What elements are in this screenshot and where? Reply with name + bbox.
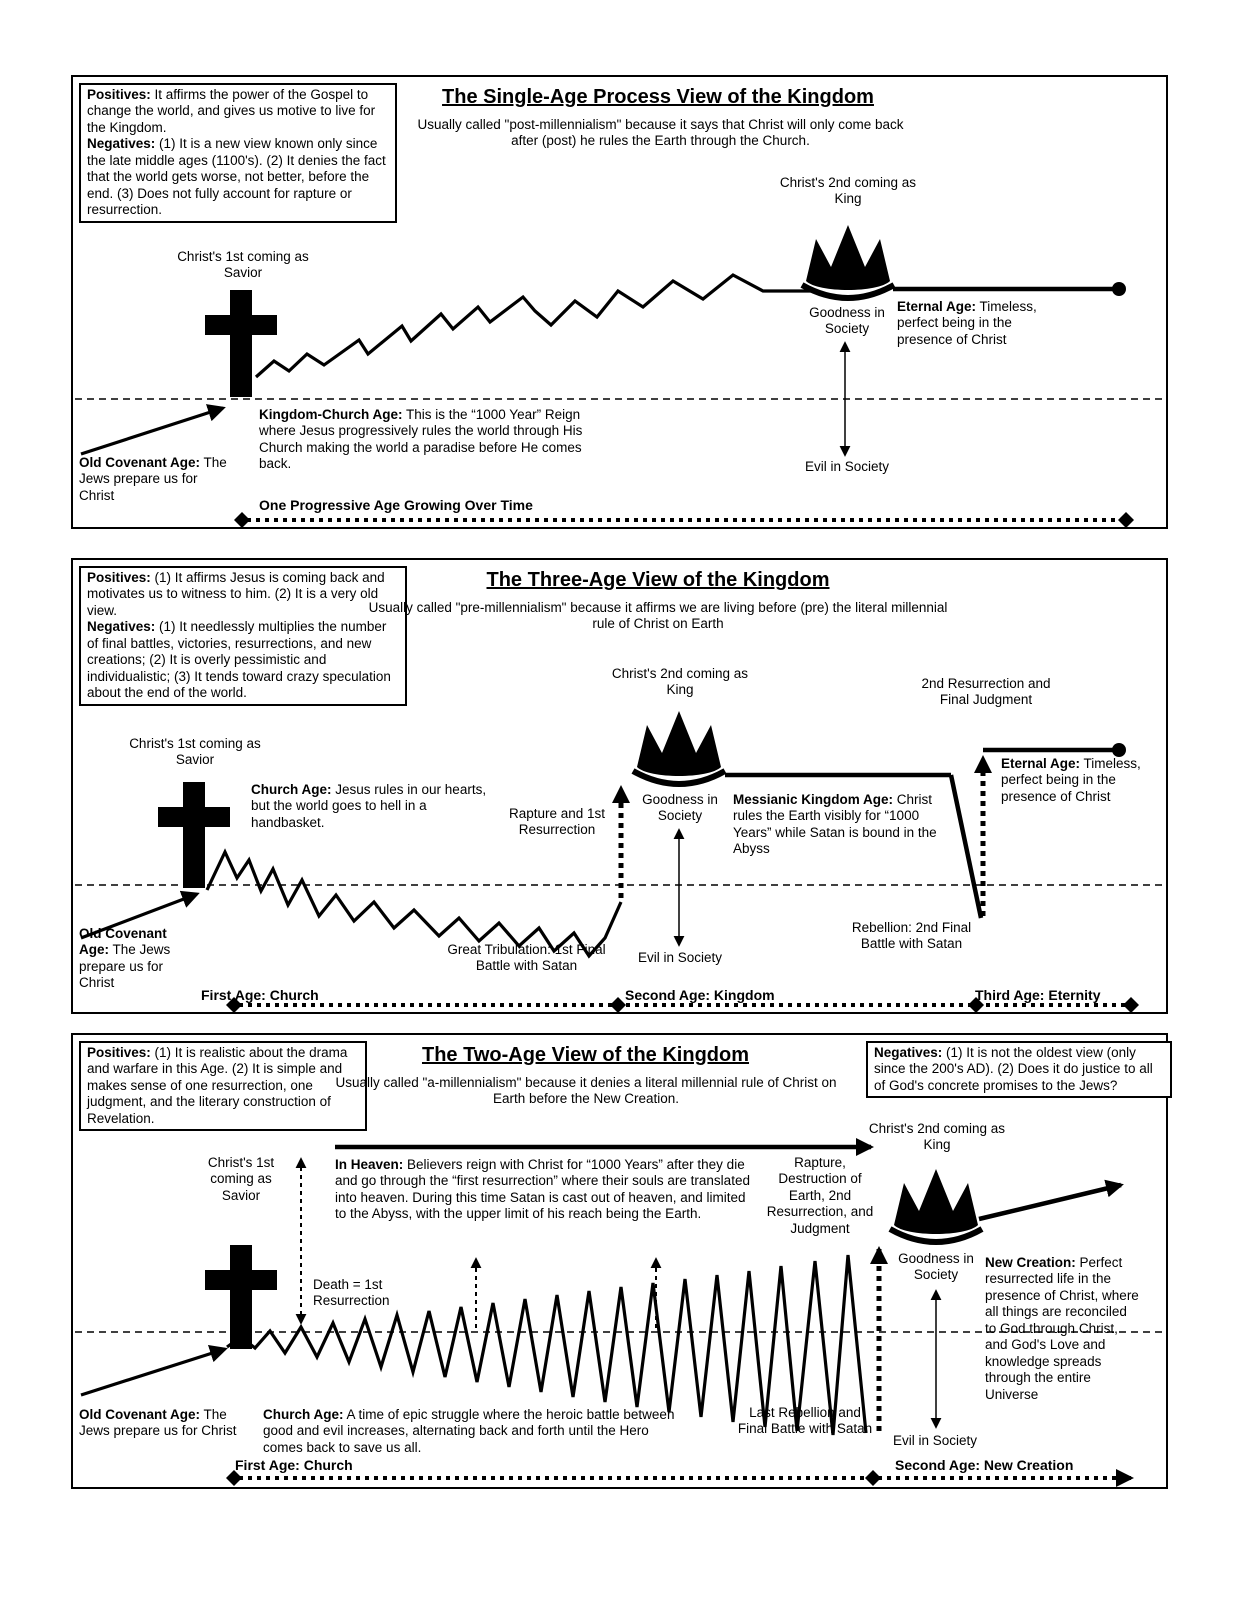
- eternal-age-text: [1001, 756, 1155, 805]
- old-covenant-age-desc: The Jews prepare us for Christ: [79, 1407, 237, 1439]
- old-covenant-arrow: [81, 1349, 225, 1395]
- panel-title: The Single-Age Process View of the Kingdom: [442, 86, 874, 108]
- negatives-box: [866, 1041, 1172, 1098]
- second-resurrection-label: 2nd Resurrection and Final Judgment: [921, 676, 1051, 708]
- positives-label: Positives:: [87, 87, 151, 102]
- negatives-label: Negatives:: [87, 136, 156, 152]
- messianic-kingdom-text: [733, 792, 961, 858]
- church-age-text: [251, 782, 499, 831]
- new-creation-desc: Perfect resurrected life in the presence of Christ, where all things are reconciled to God through Christ, and God's Love and knowledge spreads through the entire Universe: [985, 1255, 1139, 1402]
- death-resurrection-label: Death = 1st Resurrection: [313, 1277, 390, 1309]
- great-tribulation-label: Great Tribulation: 1st Final Battle with Satan: [447, 942, 606, 974]
- panel-subtitle: Usually called "pre-millennialism" because it affirms we are living before (pre) the literal millennial rule of Christ on Earth: [368, 600, 948, 632]
- goodness-label: Goodness in Society: [898, 1251, 974, 1283]
- first-age-label: First Age: Church: [235, 1457, 353, 1473]
- second-age-label: Second Age: New Creation: [895, 1457, 1074, 1473]
- evil-label: Evil in Society: [804, 459, 890, 474]
- kingdom-church-age-text: [259, 407, 607, 473]
- negatives-text: (1) It is a new view known only since the late middle ages (1100's). (2) It denies the fact that the world gets worse, not better, before the end. (3) Does not fully account for rapture or resurrection.: [87, 136, 386, 218]
- eternal-age-desc: Timeless, perfect being in the presence of Christ: [897, 299, 1037, 347]
- cross-icon: [158, 782, 230, 888]
- panel-title: The Three-Age View of the Kingdom: [486, 569, 830, 591]
- church-age-label: Church Age:: [263, 1407, 344, 1422]
- eternal-age-label: Eternal Age:: [897, 299, 977, 314]
- timeline-label: One Progressive Age Growing Over Time: [259, 497, 533, 513]
- timeline-diamond-right: [1118, 512, 1134, 527]
- negatives-text: (1) It is not the oldest view (only since the 200's AD). (2) Does it do justice to all of God's concrete promises to the Jews?: [874, 1045, 1153, 1093]
- crown-icon: [633, 711, 725, 784]
- old-covenant-age-desc: The Jews prepare us for Christ: [79, 942, 171, 991]
- christs-2nd-coming-label: Christ's 2nd coming as King: [611, 666, 749, 698]
- panel-subtitle: Usually called "a-millennialism" because it denies a literal millennial rule of Christ on Earth before the New Creation.: [335, 1075, 837, 1107]
- eternal-age-desc: Timeless, perfect being in the presence of Christ: [1001, 756, 1141, 804]
- evil-label: Evil in Society: [892, 1433, 978, 1448]
- timeline-diamond-right: [1123, 997, 1139, 1012]
- eternal-age-text: [897, 299, 1037, 348]
- negatives: [874, 1045, 1164, 1094]
- old-covenant-age-label: Old Covenant Age:: [79, 455, 201, 470]
- old-covenant-age-text: [79, 455, 231, 504]
- messianic-kingdom-label: Messianic Kingdom Age:: [733, 792, 894, 807]
- christs-1st-coming-label: Christ's 1st coming as Savior: [207, 1155, 275, 1203]
- old-covenant-age-text: [79, 1407, 239, 1440]
- kingdom-church-age-label: Kingdom-Church Age:: [259, 407, 403, 422]
- decline-zigzag-line: [207, 852, 621, 956]
- kingdom-church-age-desc: This is the “1000 Year” Reign where Jesus progressively rules the world through His Church making the world a paradise before He comes back.: [259, 407, 583, 472]
- christs-1st-coming-label: Christ's 1st coming as Savior: [177, 249, 309, 281]
- two-age-panel: [71, 1033, 1168, 1489]
- old-covenant-age-label: Old Covenant Age:: [79, 926, 167, 958]
- three-age-panel: [71, 558, 1168, 1014]
- negatives: [87, 136, 389, 218]
- timeline-diamond-mid1: [610, 997, 626, 1012]
- single-age-panel: [71, 75, 1168, 529]
- new-creation-label: New Creation:: [985, 1255, 1076, 1270]
- goodness-label: Goodness in Society: [642, 792, 718, 824]
- messianic-kingdom-desc: Christ rules the Earth visibly for “1000 Years” while Satan is bound in the Abyss: [733, 792, 937, 857]
- church-age-desc: Jesus rules in our hearts, but the world goes to hell in a handbasket.: [251, 782, 487, 830]
- negatives-label: Negatives:: [874, 1045, 943, 1060]
- positives-label: Positives:: [87, 1045, 151, 1060]
- church-age-desc: A time of epic struggle where the heroic battle between good and evil increases, alternating back and forth until the Hero comes back to save us all.: [263, 1407, 675, 1455]
- christs-2nd-coming-label: Christ's 2nd coming as King: [779, 175, 917, 207]
- rapture-label: Rapture and 1st Resurrection: [508, 806, 606, 838]
- christs-2nd-coming-label: Christ's 2nd coming as King: [868, 1121, 1006, 1153]
- eternal-age-label: Eternal Age:: [1001, 756, 1081, 771]
- in-heaven-desc: Believers reign with Christ for “1000 Years” after they die and go through the “first resurrection” where their souls are translated into heaven. During this time Satan is cast out of heaven, and limited to the Abyss, with the upper limit of his reach being the Earth.: [335, 1157, 750, 1222]
- eternity-endpoint: [1112, 282, 1126, 296]
- old-covenant-age-label: Old Covenant Age:: [79, 1407, 201, 1422]
- rebellion-label: Rebellion: 2nd Final Battle with Satan: [851, 920, 972, 952]
- in-heaven-text: [335, 1157, 760, 1223]
- christs-1st-coming-label: Christ's 1st coming as Savior: [129, 736, 261, 768]
- cross-icon: [205, 290, 277, 397]
- panel-title: The Two-Age View of the Kingdom: [421, 1044, 750, 1066]
- positives-text: It affirms the power of the Gospel to change the world, and gives us motive to live for the Kingdom.: [87, 87, 376, 135]
- crown-icon: [802, 225, 894, 298]
- new-creation-arrow: [979, 1185, 1121, 1219]
- timeline-diamond-left: [234, 512, 250, 527]
- evil-label: Evil in Society: [637, 950, 723, 965]
- old-covenant-age-text: [79, 926, 199, 992]
- new-creation-text: [985, 1255, 1139, 1403]
- positives-text: (1) It is realistic about the drama and warfare in this Age. (2) It is simple and makes sense of one resurrection, one judgment, and the literary construction of Revelation.: [87, 1045, 348, 1126]
- negatives-label: Negatives:: [87, 619, 156, 635]
- last-rebellion-label: Last Rebellion and Final Battle with Satan: [737, 1405, 873, 1437]
- old-covenant-arrow: [81, 408, 223, 454]
- second-age-label: Second Age: Kingdom: [625, 987, 775, 1003]
- negatives: [87, 619, 399, 701]
- third-age-label: Third Age: Eternity: [975, 987, 1101, 1003]
- positives-label: Positives:: [87, 570, 151, 585]
- rapture-judgment-label: Rapture, Destruction of Earth, 2nd Resurrection, and Judgment: [766, 1155, 874, 1236]
- timeline-diamond-mid: [865, 1470, 881, 1486]
- church-age-label: Church Age:: [251, 782, 332, 797]
- progress-zigzag-line: [256, 275, 817, 377]
- old-covenant-age-desc: The Jews prepare us for Christ: [79, 455, 227, 503]
- in-heaven-label: In Heaven:: [335, 1157, 404, 1172]
- eternity-endpoint: [1112, 743, 1126, 757]
- first-age-label: First Age: Church: [201, 987, 319, 1003]
- positives-text: (1) It affirms Jesus is coming back and motivates us to witness to him. (2) It is a very old view.: [87, 570, 385, 618]
- negatives-text: (1) It needlessly multiplies the number of final battles, victories, resurrections, and new creations; (2) It is overly pessimistic and individualistic; (3) It tends toward crazy speculation about the end of the world.: [87, 619, 391, 701]
- goodness-label: Goodness in Society: [809, 305, 885, 337]
- panel-subtitle: Usually called "post-millennialism" because it says that Christ will only come back after (post) he rules the Earth through the Church.: [417, 117, 904, 149]
- church-age-text: [263, 1407, 683, 1456]
- crown-icon: [890, 1169, 982, 1242]
